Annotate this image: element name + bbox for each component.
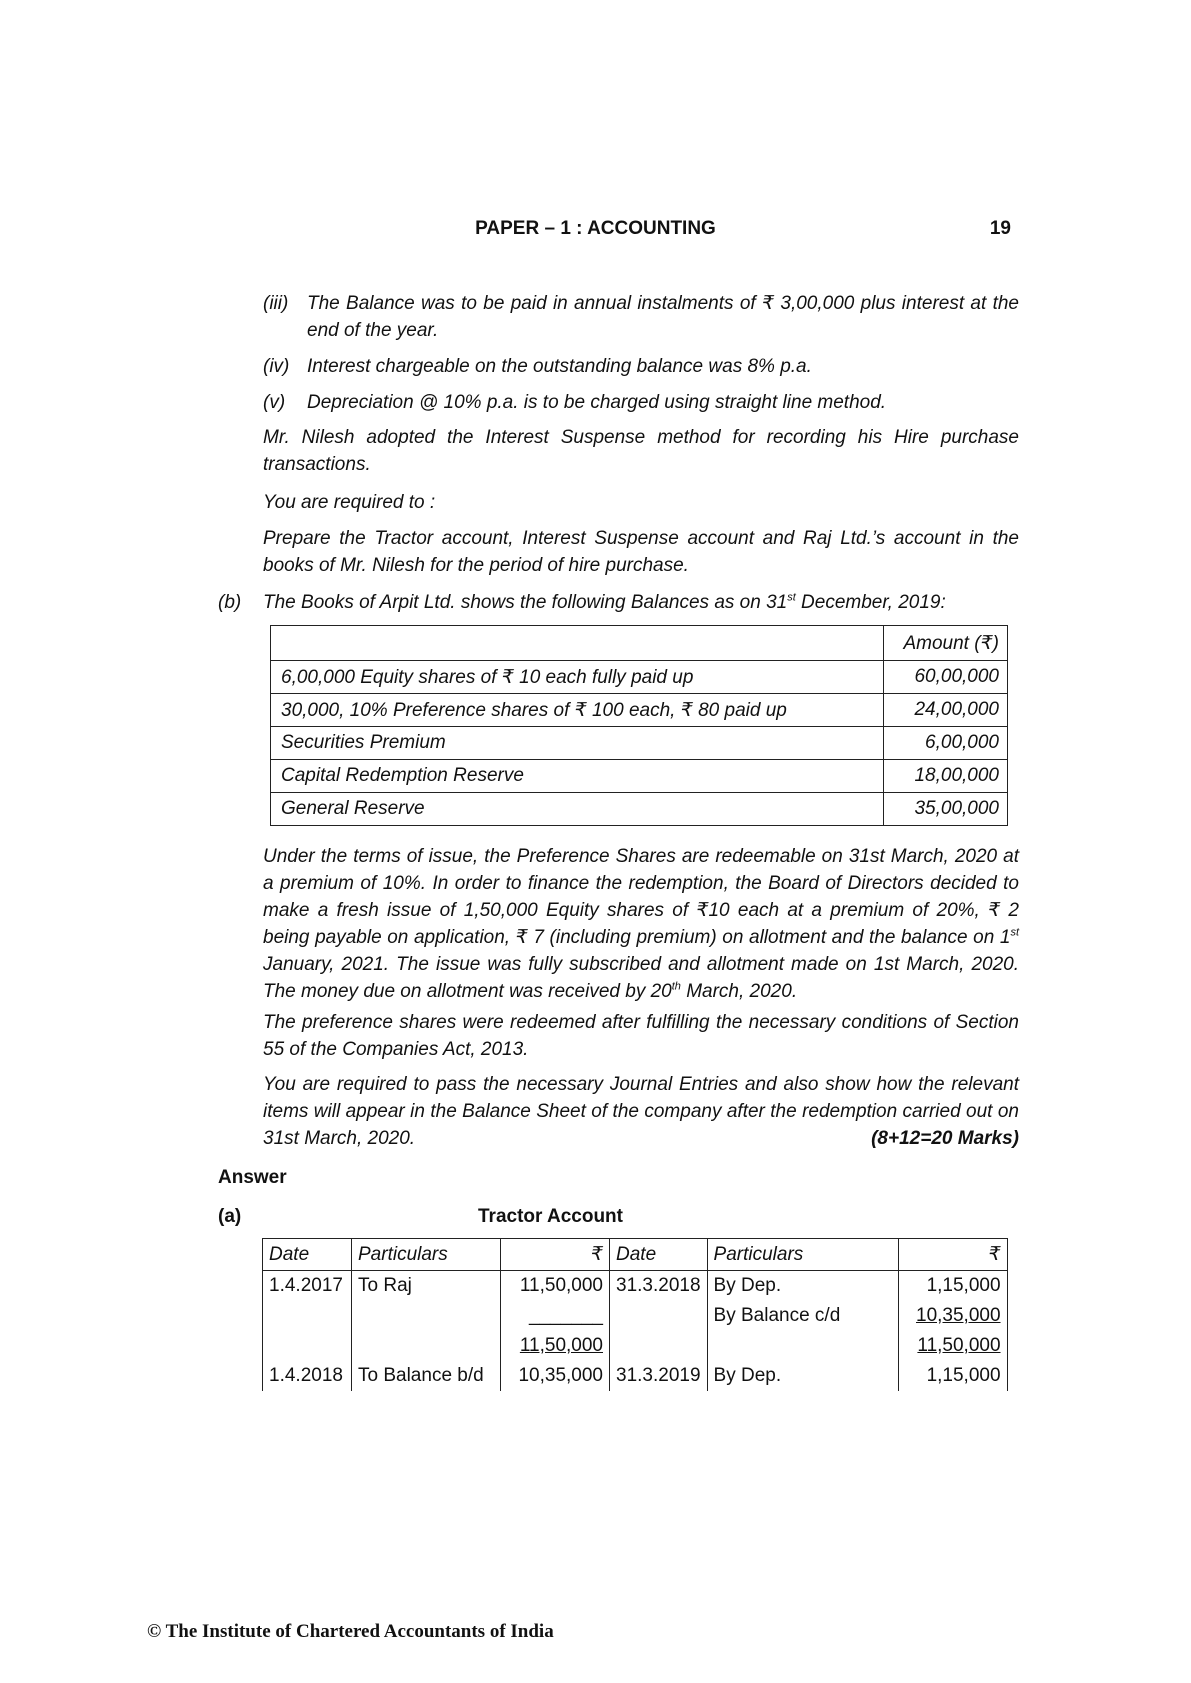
paragraph-redeemed: The preference shares were redeemed after fulfilling the necessary conditions of Section 55 of the Companies Act, 2013.: [263, 1012, 1019, 1060]
ledger-particulars: To Balance b/d: [352, 1361, 501, 1391]
balances-table: [270, 625, 1008, 826]
table-header-row: [271, 626, 1008, 661]
balance-amount: 18,00,000: [884, 760, 1008, 793]
page-number: 19: [989, 218, 1011, 239]
ledger-date: 1.4.2018: [263, 1361, 352, 1391]
ledger-date: [610, 1301, 708, 1331]
item-number: (iv): [263, 356, 290, 377]
table-row: [271, 694, 1008, 727]
table-header-blank: [271, 626, 884, 661]
item-iv: [263, 353, 1019, 380]
ledger-date: [263, 1331, 352, 1361]
footer-copyright: © The Institute of Chartered Accountants of India: [147, 1621, 554, 1642]
ledger-amount: 11,50,000: [501, 1271, 610, 1302]
ledger-header-row: [263, 1239, 1008, 1271]
ledger-amount: _______: [501, 1301, 610, 1331]
ledger-particulars: [707, 1331, 898, 1361]
ledger-particulars: By Dep.: [707, 1271, 898, 1302]
ledger-amount: 11,50,000: [501, 1331, 610, 1361]
part-b-intro: The Books of Arpit Ltd. shows the following Balances as on 31st December, 2019:: [263, 591, 946, 613]
balance-item: General Reserve: [271, 793, 884, 826]
table-row: [271, 793, 1008, 826]
ledger-date: 31.3.2019: [610, 1361, 708, 1391]
balance-item: Securities Premium: [271, 727, 884, 760]
ledger-date: [263, 1301, 352, 1331]
ledger-particulars: [352, 1331, 501, 1361]
ledger-date: 31.3.2018: [610, 1271, 708, 1302]
table-row: [263, 1301, 1008, 1331]
header-rupee: ₹: [501, 1239, 610, 1271]
tractor-account-table: [262, 1238, 1008, 1391]
ledger-amount: 1,15,000: [898, 1271, 1007, 1302]
ledger-title: Tractor Account: [478, 1206, 623, 1227]
ledger-amount: 1,15,000: [898, 1361, 1007, 1391]
item-number: (iii): [263, 293, 289, 314]
paragraph-terms: Under the terms of issue, the Preference Shares are redeemable on 31st March, 2020 at a premium of 10%. In order to finance the redemption, the Board of Directors decided to make a fresh issue of 1,50,000 Equity shares of ₹10 each at a premium of 20%, ₹ 2 being payable on application, ₹ 7 (including premium) on allotment and the balance on 1st January, 2021. The issue was fully subscribed and allotment made on 1st March, 2020. The money due on allotment was received by 20th March, 2020.: [263, 846, 1019, 1002]
ledger-particulars: By Dep.: [707, 1361, 898, 1391]
paper-title: PAPER – 1 : ACCOUNTING: [475, 218, 716, 239]
answer-label: (a): [218, 1206, 242, 1227]
ledger-amount: 11,50,000: [898, 1331, 1007, 1361]
paragraph-prepare: Prepare the Tractor account, Interest Suspense account and Raj Ltd.’s account in the books of Mr. Nilesh for the period of hire purchase.: [263, 528, 1019, 576]
paragraph-required: You are required to :: [263, 492, 436, 513]
balance-amount: 60,00,000: [884, 661, 1008, 694]
balance-amount: 24,00,000: [884, 694, 1008, 727]
ledger-particulars: To Raj: [352, 1271, 501, 1302]
ledger-amount: 10,35,000: [501, 1361, 610, 1391]
part-b-label: (b): [218, 592, 242, 613]
ledger-amount: 10,35,000: [898, 1301, 1007, 1331]
amount-header: Amount (₹): [884, 626, 1008, 661]
balance-amount: 6,00,000: [884, 727, 1008, 760]
balance-item: 6,00,000 Equity shares of ₹ 10 each fully paid up: [271, 661, 884, 694]
item-text: Depreciation @ 10% p.a. is to be charged using straight line method.: [307, 392, 887, 413]
table-row: [263, 1361, 1008, 1391]
ledger-particulars: By Balance c/d: [707, 1301, 898, 1331]
paragraph-adopted: Mr. Nilesh adopted the Interest Suspense method for recording his Hire purchase transactions.: [263, 427, 1019, 475]
balance-item: Capital Redemption Reserve: [271, 760, 884, 793]
table-row: [271, 661, 1008, 694]
item-iii: [263, 290, 1019, 344]
ledger-date: [610, 1331, 708, 1361]
header-rupee: ₹: [898, 1239, 1007, 1271]
header-particulars: Particulars: [352, 1239, 501, 1271]
item-text: The Balance was to be paid in annual instalments of ₹ 3,00,000 plus interest at the end of the year.: [307, 293, 1019, 341]
header-date: Date: [610, 1239, 708, 1271]
ledger-particulars: [352, 1301, 501, 1331]
item-text: Interest chargeable on the outstanding balance was 8% p.a.: [307, 356, 812, 377]
table-row: [263, 1331, 1008, 1361]
item-number: (v): [263, 392, 286, 413]
header-particulars: Particulars: [707, 1239, 898, 1271]
table-row: [271, 760, 1008, 793]
ledger-date: 1.4.2017: [263, 1271, 352, 1302]
balance-amount: 35,00,000: [884, 793, 1008, 826]
table-row: [263, 1271, 1008, 1302]
balance-item: 30,000, 10% Preference shares of ₹ 100 each, ₹ 80 paid up: [271, 694, 884, 727]
table-row: [271, 727, 1008, 760]
item-v: [263, 389, 1019, 416]
page-header: [0, 218, 1191, 248]
paragraph-journal: You are required to pass the necessary Journal Entries and also show how the relevant items will appear in the Balance Sheet of the company after the redemption carried out on 31st March, 2020. (8+12=20 Marks): [263, 1071, 1019, 1152]
marks-label: (8+12=20 Marks): [871, 1128, 1019, 1149]
header-date: Date: [263, 1239, 352, 1271]
answer-heading: Answer: [218, 1167, 287, 1188]
